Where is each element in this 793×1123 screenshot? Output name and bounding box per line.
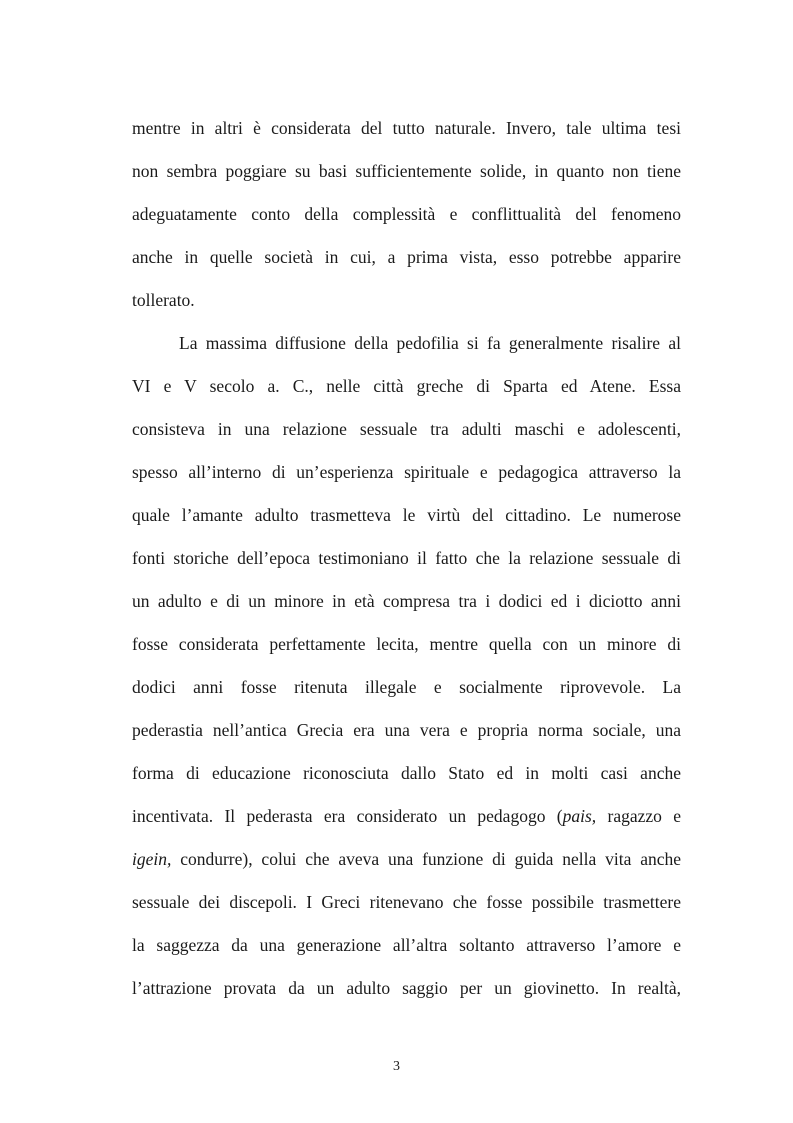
text-line: sessuale dei discepoli. I Greci ritenevano che fosse possibile trasmettere	[132, 892, 681, 912]
italic-term: igein,	[132, 849, 172, 869]
text-line: non sembra poggiare su basi sufficientemente solide, in quanto non tiene	[132, 161, 681, 181]
text-line: la saggezza da una generazione all’altra soltanto attraverso l’amore e	[132, 935, 681, 955]
text-line: dodici anni fosse ritenuta illegale e socialmente riprovevole. La	[132, 677, 681, 697]
text-line: forma di educazione riconosciuta dallo Stato ed in molti casi anche	[132, 763, 681, 783]
page-number: 3	[393, 1059, 400, 1074]
text-line: pederastia nell’antica Grecia era una vera e propria norma sociale, una	[132, 720, 681, 740]
text-segment: incentivata. Il pederasta era considerato un pedagogo (	[132, 806, 563, 826]
text-line: spesso all’interno di un’esperienza spirituale e pedagogica attraverso la	[132, 462, 681, 482]
text-line: consisteva in una relazione sessuale tra adulti maschi e adolescenti,	[132, 419, 681, 439]
text-line: VI e V secolo a. C., nelle città greche di Sparta ed Atene. Essa	[132, 376, 681, 396]
text-line: tollerato.	[132, 290, 195, 310]
italic-term: pais,	[562, 806, 597, 826]
text-line: fosse considerata perfettamente lecita, mentre quella con un minore di	[132, 634, 681, 654]
text-line: quale l’amante adulto trasmetteva le virtù del cittadino. Le numerose	[132, 505, 681, 525]
text-line: anche in quelle società in cui, a prima vista, esso potrebbe apparire	[132, 247, 681, 267]
text-line	[132, 847, 681, 871]
text-segment: ragazzo e	[596, 806, 681, 826]
text-line: mentre in altri è considerata del tutto naturale. Invero, tale ultima tesi	[132, 118, 681, 138]
paragraph-first-line: La massima diffusione della pedofilia si fa generalmente risalire al	[179, 333, 681, 353]
text-line: adeguatamente conto della complessità e conflittualità del fenomeno	[132, 204, 681, 224]
text-segment: condurre), colui che aveva una funzione di guida nella vita anche	[171, 849, 681, 869]
text-line: un adulto e di un minore in età compresa tra i dodici ed i diciotto anni	[132, 591, 681, 611]
text-line	[132, 804, 681, 828]
text-line: l’attrazione provata da un adulto saggio per un giovinetto. In realtà,	[132, 978, 681, 998]
text-line: fonti storiche dell’epoca testimoniano il fatto che la relazione sessuale di	[132, 548, 681, 568]
